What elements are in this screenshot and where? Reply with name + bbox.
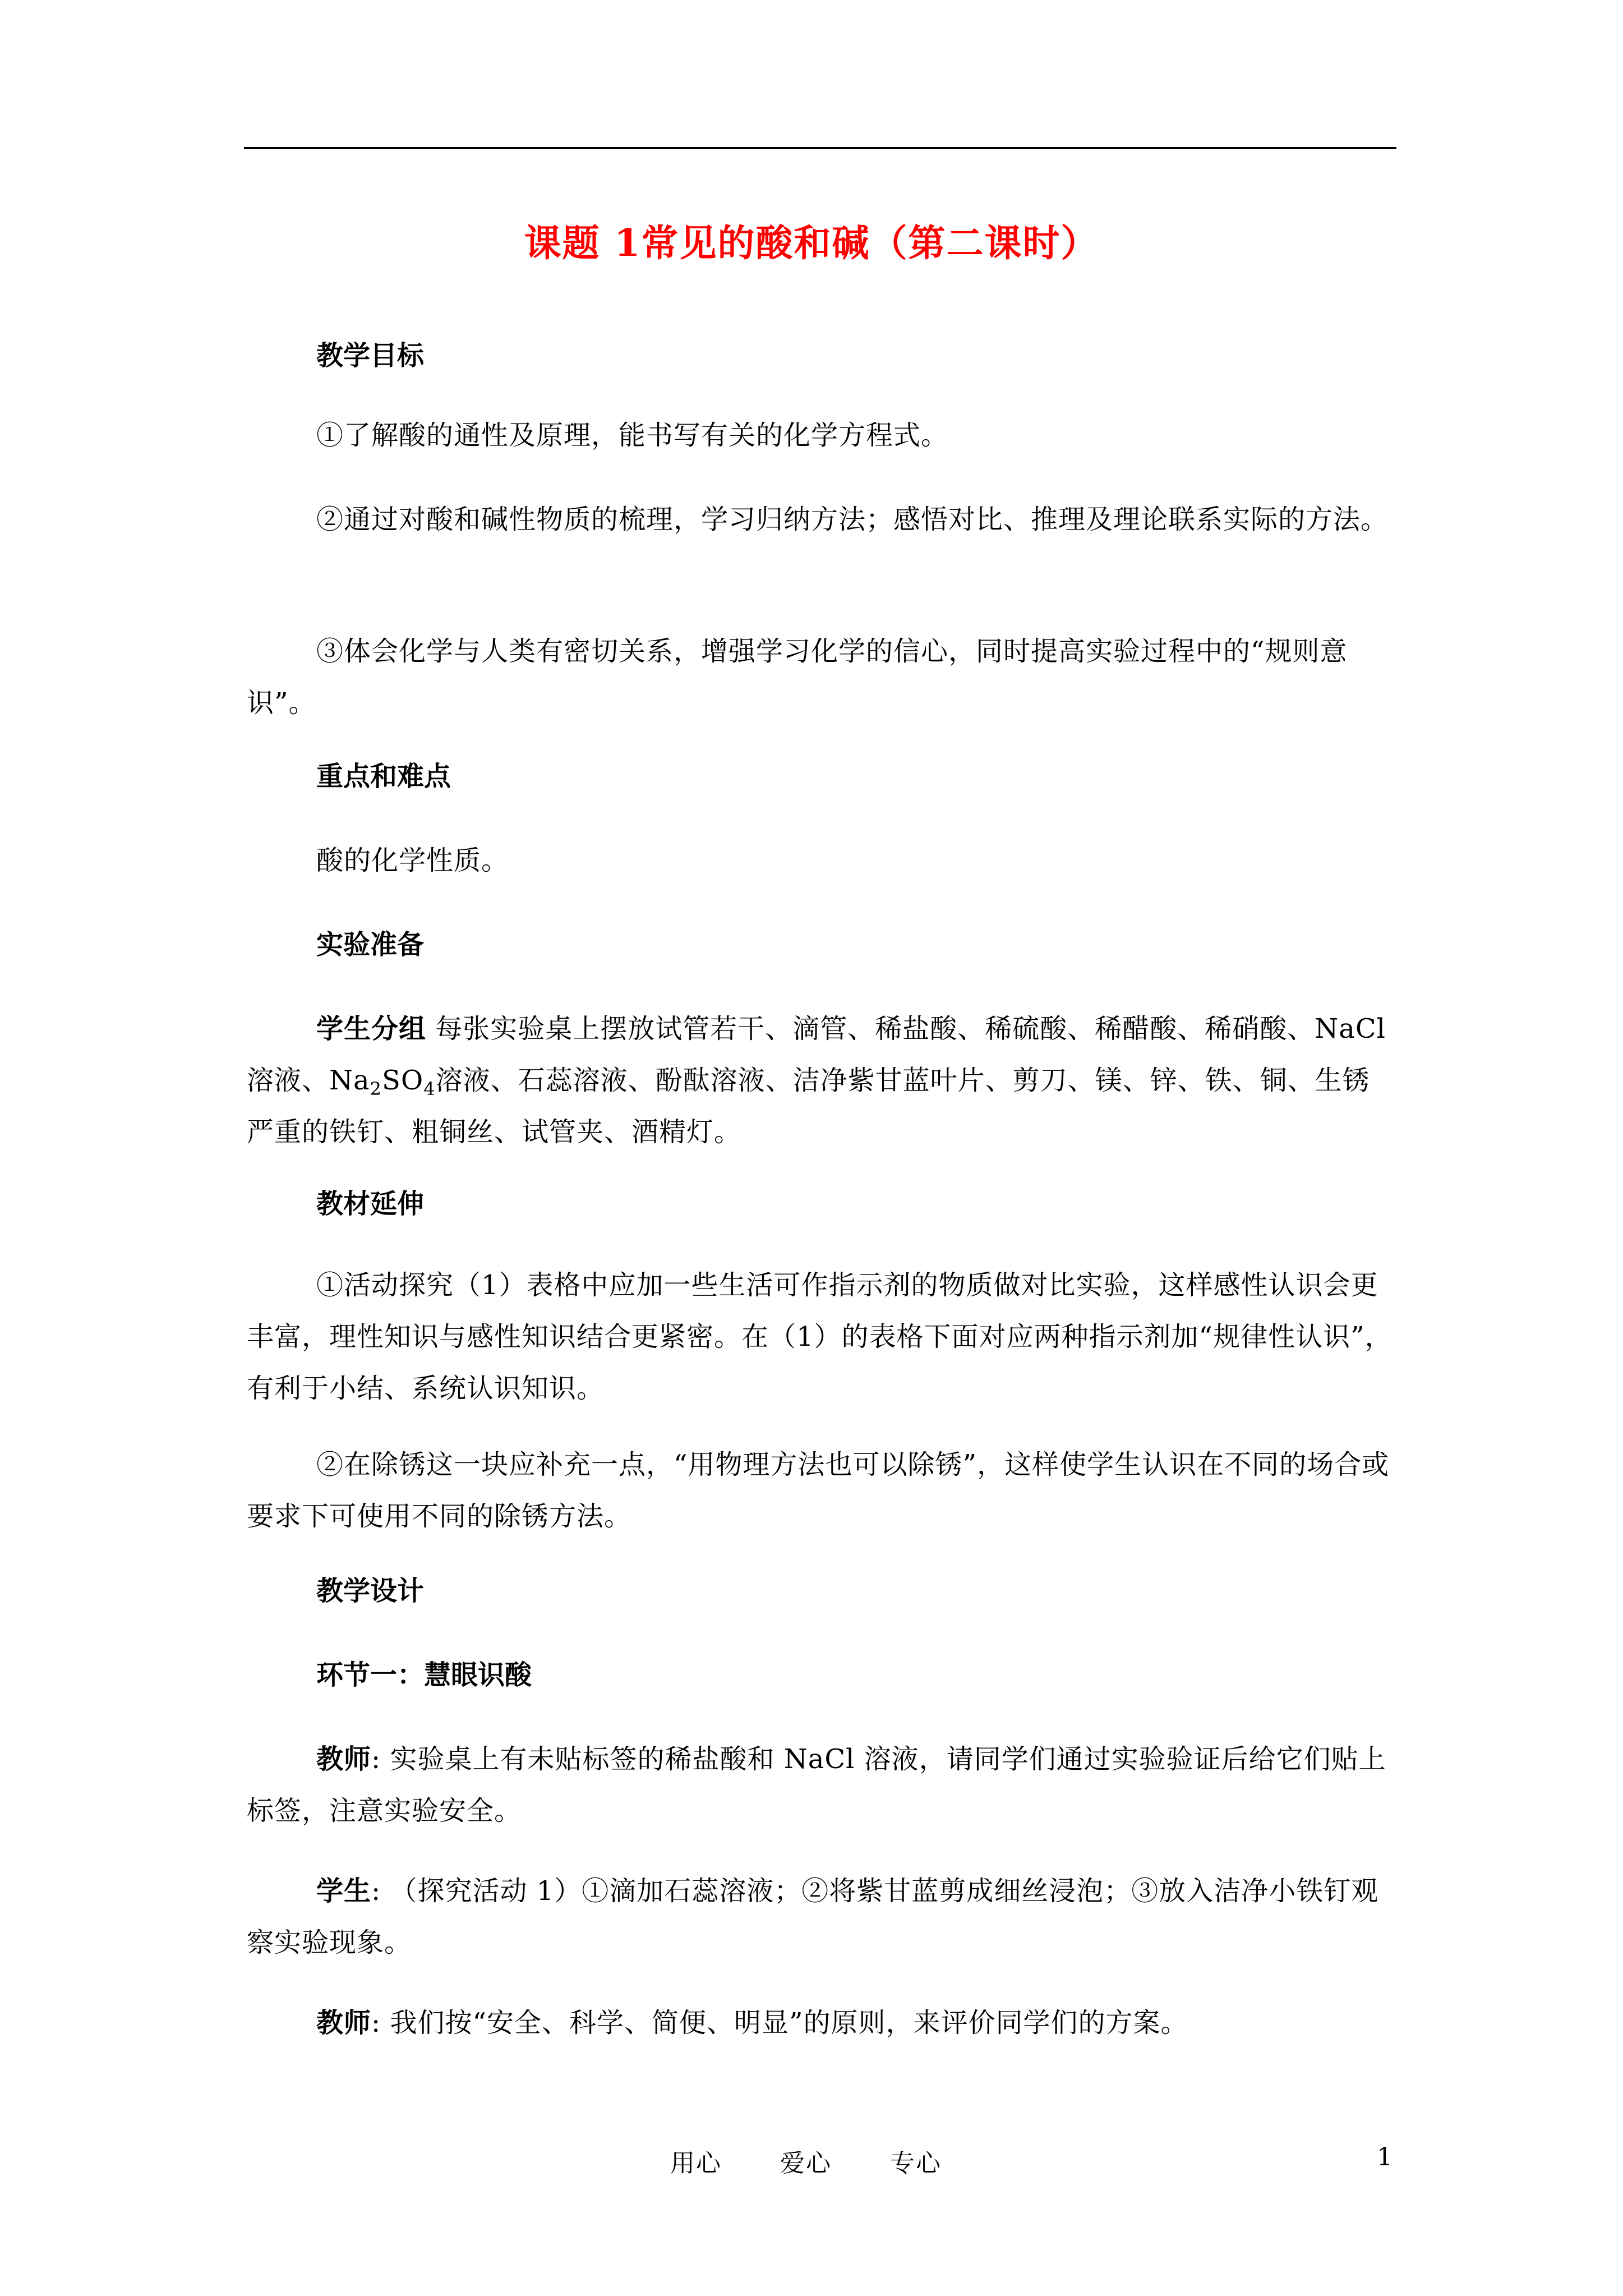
footer-motto bbox=[670, 2143, 942, 2179]
prep-sub-1: 2 bbox=[370, 1078, 382, 1099]
header-rule bbox=[244, 147, 1396, 149]
teacher-paragraph-1 bbox=[247, 1733, 1394, 1837]
student-label-1: 学生 bbox=[316, 1875, 372, 1907]
goals-heading: 教学目标 bbox=[316, 340, 425, 371]
goal-2: ②通过对酸和碱性物质的梳理，学习归纳方法；感悟对比、推理及理论联系实际的方法。 bbox=[316, 504, 1389, 535]
design-heading: 教学设计 bbox=[316, 1575, 425, 1607]
student-text-1: : （探究活动 1）①滴加石蕊溶液；②将紫甘蓝剪成细丝浸泡；③放入洁净小铁钉观察实验现象。 bbox=[247, 1875, 1379, 1958]
goal-3: ③体会化学与人类有密切关系，增强学习化学的信心，同时提高实验过程中的“规则意识”。 bbox=[247, 636, 1348, 719]
key-heading: 重点和难点 bbox=[316, 761, 451, 792]
ext-heading: 教材延伸 bbox=[316, 1188, 425, 1220]
ext-1: ①活动探究（1）表格中应加一些生活可作指示剂的物质做对比实验，这样感性认识会更丰富，理性知识与感性知识结合更紧密。在（1）的表格下面对应两种指示剂加“规律性认识”，有利于小结、系统认识知识。 bbox=[247, 1269, 1393, 1404]
prep-text-1: 每张实验桌上摆放试管若干、滴管、稀盐酸、稀硫酸、稀醋酸、稀硝酸、NaCl溶液、Na bbox=[247, 1013, 1386, 1096]
prep-paragraph bbox=[247, 1003, 1394, 1158]
prep-sub-2: 4 bbox=[423, 1078, 436, 1099]
teacher-paragraph-2 bbox=[247, 1997, 1394, 2049]
prep-text-3: 溶液、石蕊溶液、酚酞溶液、洁净紫甘蓝叶片、剪刀、镁、锌、铁、铜、生锈严重的铁钉、粗铜丝、试管夹、酒精灯。 bbox=[247, 1065, 1370, 1148]
page-number: 1 bbox=[1377, 2143, 1393, 2171]
goal-1: ①了解酸的通性及原理，能书写有关的化学方程式。 bbox=[316, 420, 949, 451]
footer-item-2: 爱心 bbox=[780, 2149, 832, 2178]
prep-label: 学生分组 bbox=[316, 1013, 427, 1045]
page-title: 课题 1常见的酸和碱（第二课时） bbox=[524, 221, 1099, 265]
teacher-label-2: 教师 bbox=[316, 2007, 372, 2039]
student-paragraph-1 bbox=[247, 1865, 1394, 1968]
ext-2: ②在除锈这一块应补充一点，“用物理方法也可以除锈”，这样使学生认识在不同的场合或要求下可使用不同的除锈方法。 bbox=[247, 1449, 1390, 1532]
teacher-text-2: : 我们按“安全、科学、简便、明显”的原则，来评价同学们的方案。 bbox=[371, 2007, 1188, 2039]
footer-item-3: 专心 bbox=[890, 2149, 942, 2178]
step1-heading: 环节一：慧眼识酸 bbox=[316, 1659, 532, 1691]
footer-item-1: 用心 bbox=[670, 2149, 722, 2178]
teacher-text-1: : 实验桌上有未贴标签的稀盐酸和 NaCl 溶液，请同学们通过实验验证后给它们贴上标签，注意实验安全。 bbox=[247, 1743, 1386, 1826]
teacher-label-1: 教师 bbox=[316, 1743, 372, 1775]
prep-heading: 实验准备 bbox=[316, 929, 425, 960]
prep-text-2: SO bbox=[381, 1065, 424, 1096]
key-text: 酸的化学性质。 bbox=[316, 845, 509, 876]
